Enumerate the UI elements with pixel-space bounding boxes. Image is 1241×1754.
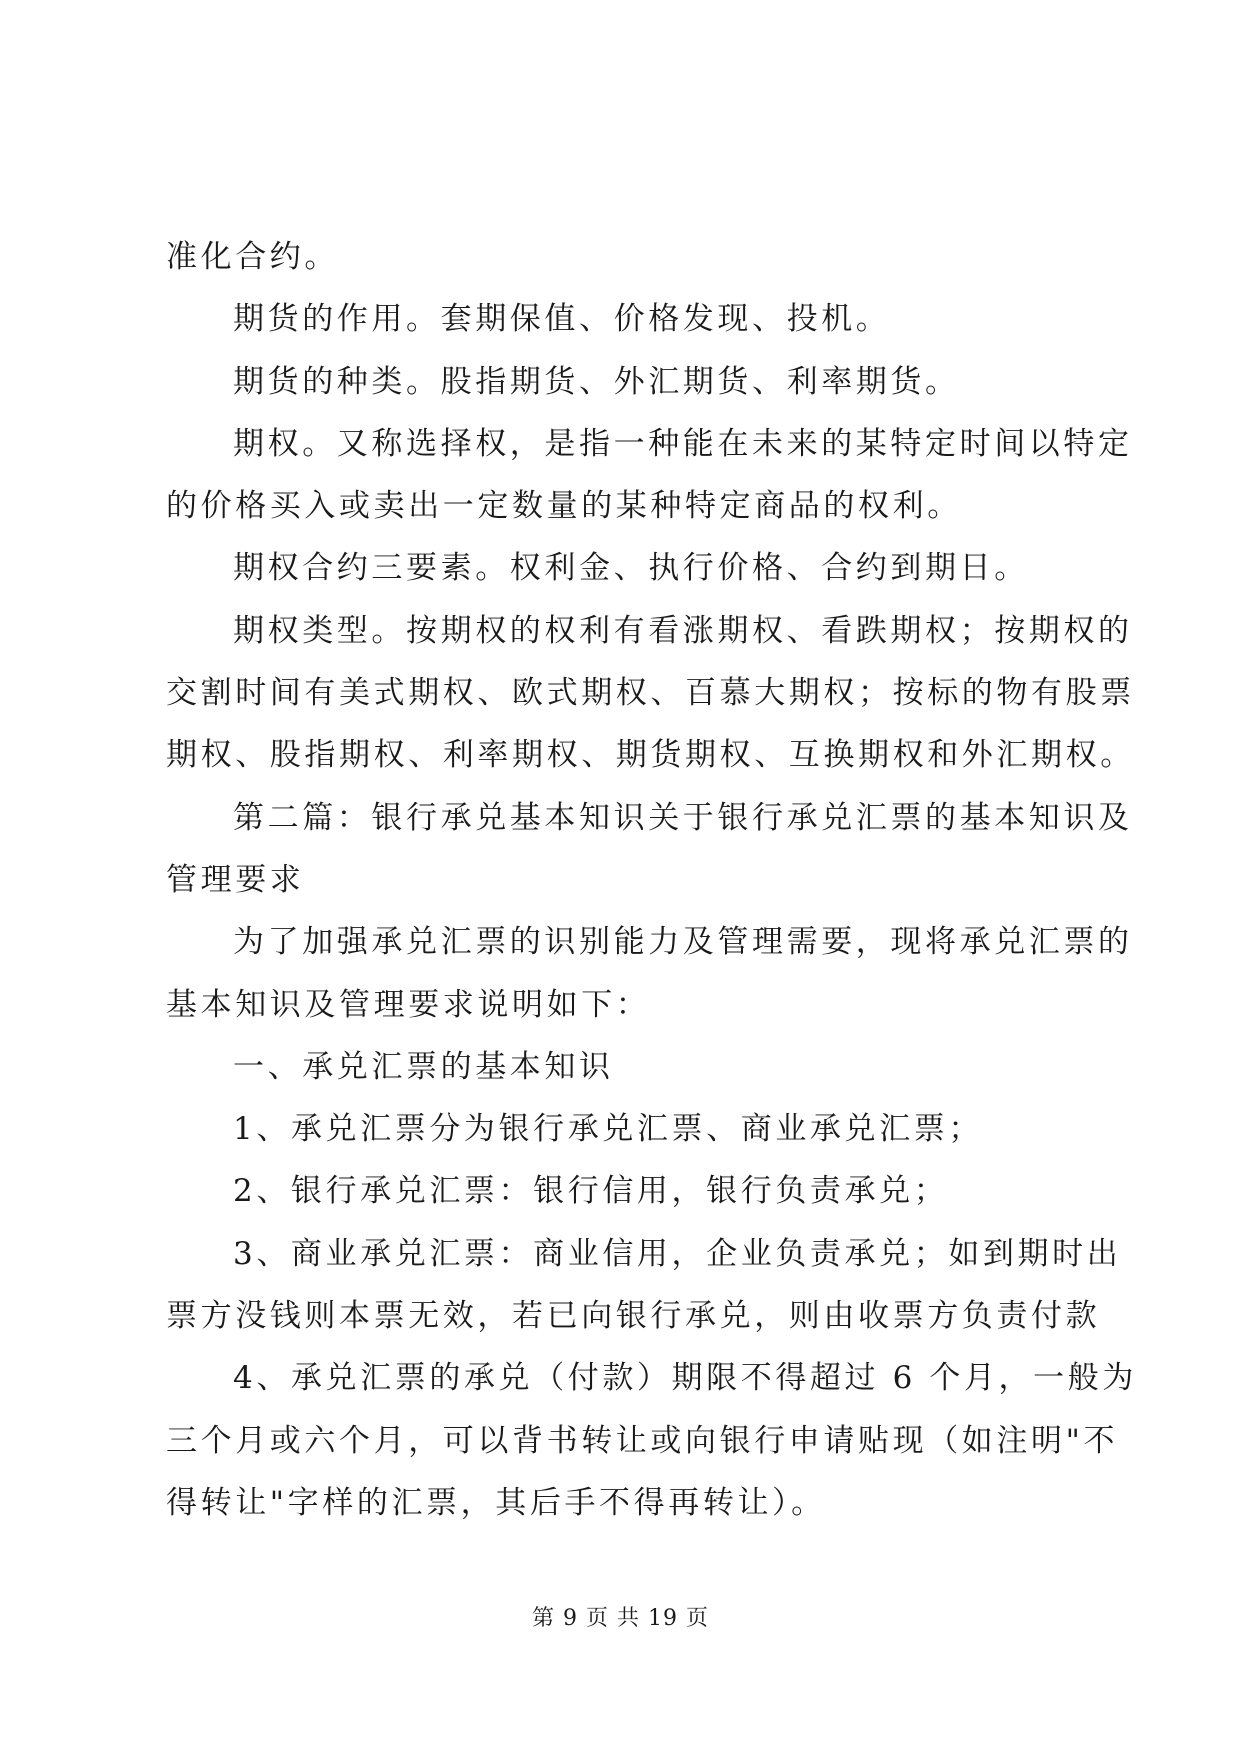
document-body — [166, 226, 1137, 1534]
list-item-2: 2、银行承兑汇票：银行信用，银行负责承兑； — [233, 1173, 949, 1210]
page-number-footer: 第 9 页 共 19 页 — [532, 1606, 709, 1631]
list-item-4: 4、承兑汇票的承兑（付款）期限不得超过 6 个月，一般为 — [233, 1360, 1137, 1397]
list-item-3: 3、商业承兑汇票：商业信用，企业负责承兑；如到期时出 — [233, 1235, 1122, 1272]
text-line-7: 期权类型。按期权的权利有看涨期权、看跌期权；按期权的 — [233, 612, 1133, 649]
list-item-4-continued-2: 得转让"字样的汇票，其后手不得再转让）。 — [166, 1484, 826, 1521]
list-item-3-continued: 票方没钱则本票无效，若已向银行承兑，则由收票方负责付款 — [166, 1298, 1101, 1335]
list-item-4-continued-1: 三个月或六个月，可以背书转让或向银行申请贴现（如注明"不 — [166, 1422, 1119, 1459]
text-line-8: 交割时间有美式期权、欧式期权、百慕大期权；按标的物有股票 — [166, 675, 1135, 712]
text-line-2: 期货的作用。套期保值、价格发现、投机。 — [233, 301, 891, 338]
text-line-3: 期货的种类。股指期货、外汇期货、利率期货。 — [233, 363, 960, 400]
list-item-1: 1、承兑汇票分为银行承兑汇票、商业承兑汇票； — [233, 1111, 983, 1148]
text-line-5: 的价格买入或卖出一定数量的某种特定商品的权利。 — [166, 488, 962, 525]
text-line-1: 准化合约。 — [166, 239, 339, 275]
subsection-heading: 一、承兑汇票的基本知识 — [233, 1048, 614, 1085]
text-line-9: 期权、股指期权、利率期权、期货期权、互换期权和外汇期权。 — [166, 737, 1135, 774]
text-line-6: 期权合约三要素。权利金、执行价格、合约到期日。 — [233, 550, 1029, 587]
section-heading-line-2: 管理要求 — [166, 861, 305, 898]
text-line-13: 基本知识及管理要求说明如下： — [166, 986, 651, 1023]
section-heading-line-1: 第二篇：银行承兑基本知识关于银行承兑汇票的基本知识及 — [233, 799, 1133, 836]
text-line-12: 为了加强承兑汇票的识别能力及管理需要，现将承兑汇票的 — [233, 924, 1133, 961]
text-line-4: 期权。又称选择权，是指一种能在未来的某特定时间以特定 — [233, 425, 1133, 462]
